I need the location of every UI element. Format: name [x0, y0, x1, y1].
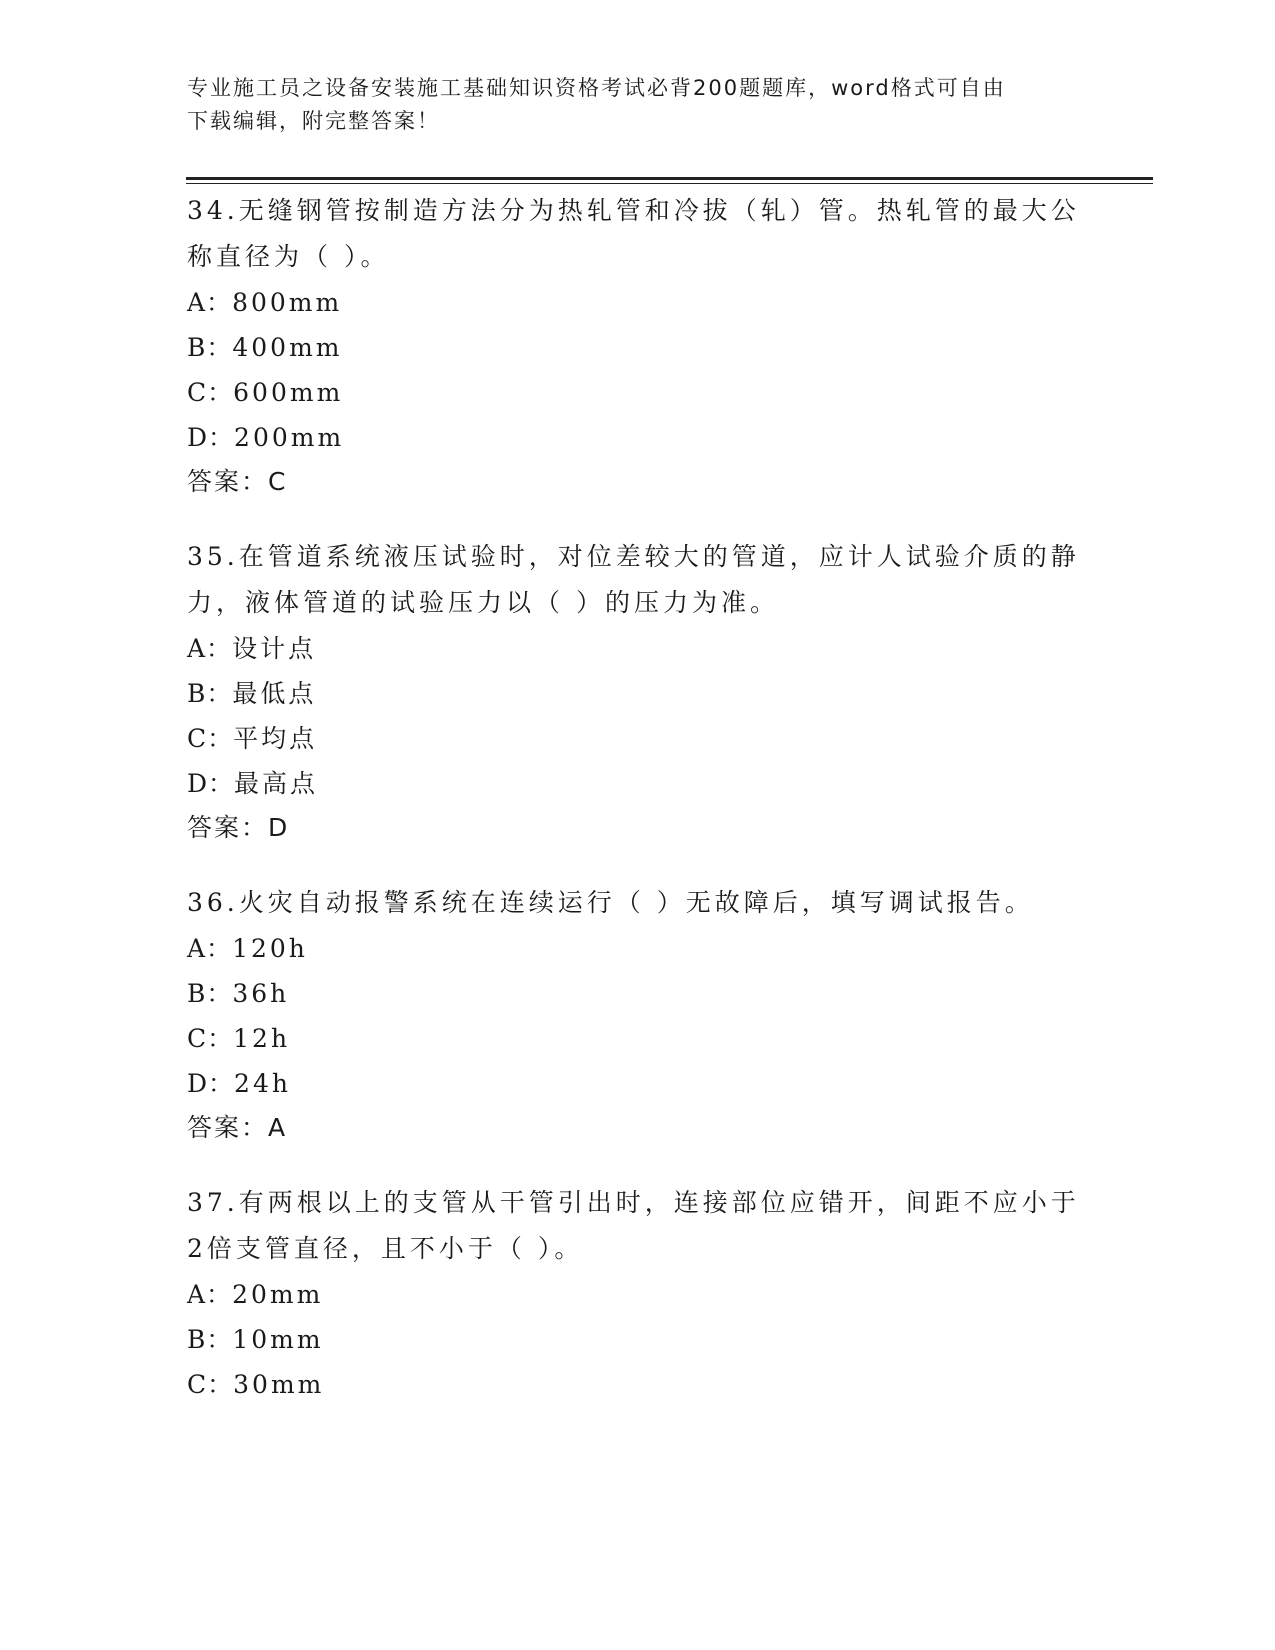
option-value: 120h — [232, 934, 308, 963]
option-key: C： — [187, 724, 234, 753]
option-d — [187, 761, 1087, 806]
question-37 — [187, 1180, 1087, 1407]
answer-line: 答案：D — [187, 813, 290, 842]
option-value: 36h — [232, 979, 290, 1008]
header-divider-thin — [186, 183, 1153, 184]
option-value: 30mm — [233, 1370, 325, 1399]
option-key: B： — [187, 679, 233, 708]
question-text-line-2: 2倍支管直径，且不小于（ ）。 — [187, 1234, 584, 1263]
option-b — [187, 971, 1087, 1016]
option-b — [187, 1317, 1087, 1362]
option-key: D： — [187, 769, 235, 798]
document-header — [187, 72, 1067, 138]
answer-line: 答案：C — [187, 467, 288, 496]
option-value: 24h — [234, 1069, 291, 1098]
option-value: 设计点 — [232, 634, 317, 663]
question-35 — [187, 534, 1087, 850]
option-c — [187, 1362, 1087, 1407]
question-text-line-2: 力，液体管道的试验压力以（ ）的压力为准。 — [187, 588, 779, 617]
question-36 — [187, 880, 1087, 1150]
option-a — [187, 626, 1087, 671]
option-key: A： — [187, 1280, 233, 1309]
option-c — [187, 370, 1087, 415]
option-key: A： — [187, 634, 233, 663]
header-line-2: 下载编辑，附完整答案！ — [187, 109, 440, 133]
option-value: 200mm — [234, 423, 345, 452]
option-b — [187, 325, 1087, 370]
answer-line: 答案：A — [187, 1113, 288, 1142]
option-c — [187, 716, 1087, 761]
option-key: C： — [187, 1370, 234, 1399]
option-a — [187, 280, 1087, 325]
header-line-1: 专业施工员之设备安装施工基础知识资格考试必背200题题库，word格式可自由 — [187, 76, 1006, 100]
option-value: 10mm — [232, 1325, 324, 1354]
option-key: C： — [187, 378, 234, 407]
option-value: 400mm — [232, 333, 343, 362]
option-a — [187, 1272, 1087, 1317]
option-key: B： — [187, 1325, 233, 1354]
option-value: 20mm — [232, 1280, 324, 1309]
option-value: 平均点 — [233, 724, 318, 753]
header-divider-thick — [186, 177, 1153, 180]
question-list — [187, 188, 1087, 1437]
option-key: C： — [187, 1024, 234, 1053]
question-text-line-1: 34.无缝钢管按制造方法分为热轧管和冷拔（轧）管。热轧管的最大公 — [187, 196, 1080, 225]
option-key: B： — [187, 979, 233, 1008]
option-value: 12h — [233, 1024, 291, 1053]
option-d — [187, 1061, 1087, 1106]
question-text-line-2: 称直径为（ ）。 — [187, 242, 390, 271]
option-value: 600mm — [233, 378, 344, 407]
option-key: B： — [187, 333, 233, 362]
option-c — [187, 1016, 1087, 1061]
option-value: 最低点 — [232, 679, 317, 708]
question-text-line-1: 37.有两根以上的支管从干管引出时，连接部位应错开，间距不应小于 — [187, 1188, 1080, 1217]
question-34 — [187, 188, 1087, 504]
question-text-line-1: 35.在管道系统液压试验时，对位差较大的管道，应计人试验介质的静 — [187, 542, 1080, 571]
option-key: D： — [187, 423, 235, 452]
option-d — [187, 415, 1087, 460]
option-key: D： — [187, 1069, 235, 1098]
option-a — [187, 926, 1087, 971]
question-text-line-1: 36.火灾自动报警系统在连续运行（ ）无故障后，填写调试报告。 — [187, 888, 1034, 917]
option-value: 800mm — [232, 288, 343, 317]
option-b — [187, 671, 1087, 716]
option-key: A： — [187, 934, 233, 963]
option-value: 最高点 — [234, 769, 319, 798]
option-key: A： — [187, 288, 233, 317]
